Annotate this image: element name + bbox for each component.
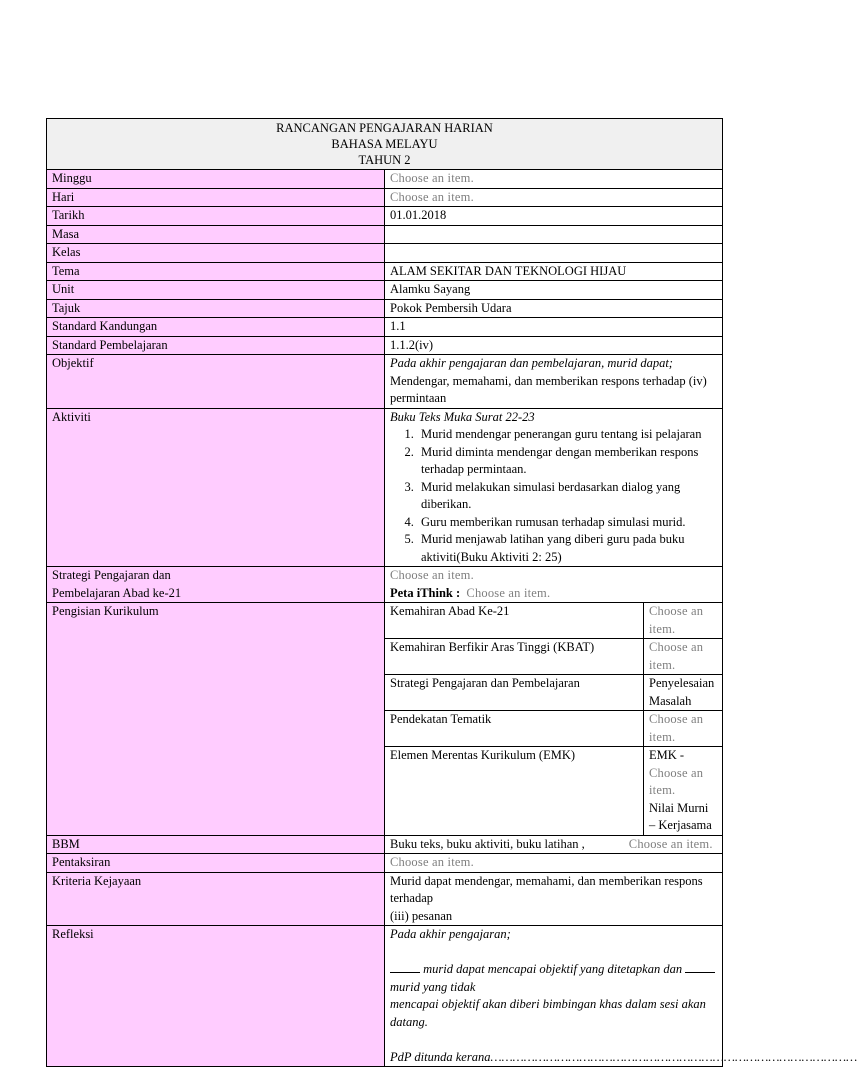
aktiviti-item: 3. Murid melakukan simulasi berdasarkan dialog yang diberikan. <box>417 479 717 514</box>
label-standard-kandungan: Standard Kandungan <box>47 318 385 337</box>
lesson-plan-table <box>46 118 857 1067</box>
refleksi-value[interactable] <box>385 926 857 1067</box>
row-standard-kandungan <box>47 318 723 337</box>
label-aktiviti: Aktiviti <box>47 408 385 567</box>
bbm-text: Buku teks, buku aktiviti, buku latihan , <box>390 836 585 851</box>
row-tajuk <box>47 299 723 318</box>
kelas-value[interactable] <box>385 244 723 263</box>
label-bbm: BBM <box>47 835 385 854</box>
blank-field[interactable] <box>390 961 420 973</box>
refleksi-text-b: murid yang tidak <box>390 979 476 994</box>
title-line-3: TAHUN 2 <box>358 153 411 167</box>
emk-prefix: EMK - <box>649 748 685 762</box>
label-masa: Masa <box>47 225 385 244</box>
pengisian-key: Kemahiran Abad Ke-21 <box>385 603 644 639</box>
standard-kandungan-value[interactable]: 1.1 <box>385 318 723 337</box>
hari-choose[interactable]: Choose an item. <box>390 189 474 204</box>
pengisian-choose[interactable]: Choose an item. <box>649 604 704 636</box>
row-refleksi <box>47 926 723 1067</box>
strategi-choose[interactable]: Choose an item. <box>390 568 474 582</box>
pengisian-value-text[interactable]: Penyelesaian Masalah <box>644 675 723 711</box>
pengisian-row-emk <box>385 747 722 835</box>
title-line-1: RANCANGAN PENGAJARAN HARIAN <box>276 121 493 135</box>
aktiviti-item: 1. Murid mendengar penerangan guru tentang isi pelajaran <box>417 426 717 444</box>
pentaksiran-choose[interactable]: Choose an item. <box>390 855 474 869</box>
kriteria-value[interactable] <box>385 872 723 926</box>
blank-field[interactable] <box>685 961 715 973</box>
pengisian-key: Pendekatan Tematik <box>385 711 644 747</box>
row-tarikh <box>47 207 723 226</box>
label-strategi <box>47 567 385 603</box>
label-minggu: Minggu <box>47 170 385 189</box>
objektif-intro: Pada akhir pengajaran dan pembelajaran, murid dapat; <box>390 356 673 370</box>
minggu-dropdown[interactable] <box>385 170 723 189</box>
header-row <box>47 119 723 170</box>
objektif-text: Mendengar, memahami, dan memberikan respons terhadap (iv) permintaan <box>390 373 707 405</box>
pengisian-dropdown[interactable] <box>644 711 723 747</box>
pengisian-row <box>385 639 722 675</box>
row-unit <box>47 281 723 300</box>
pengisian-row <box>385 603 722 639</box>
pengisian-subtable <box>385 603 722 835</box>
unit-value[interactable]: Alamku Sayang <box>385 281 723 300</box>
document-title <box>47 119 723 170</box>
pengisian-dropdown[interactable] <box>644 639 723 675</box>
emk-value[interactable] <box>644 747 723 835</box>
pengisian-value <box>385 603 723 836</box>
hari-dropdown[interactable] <box>385 188 723 207</box>
label-tarikh: Tarikh <box>47 207 385 226</box>
minggu-choose[interactable]: Choose an item. <box>390 171 474 185</box>
tema-value[interactable]: ALAM SEKITAR DAN TEKNOLOGI HIJAU <box>385 262 723 281</box>
kriteria-line-1: Murid dapat mendengar, memahami, dan memberikan respons terhadap <box>390 873 703 905</box>
emk-key: Elemen Merentas Kurikulum (EMK) <box>385 747 644 835</box>
row-hari <box>47 188 723 207</box>
strategi-value[interactable] <box>385 567 723 603</box>
label-tema: Tema <box>47 262 385 281</box>
pengisian-choose[interactable]: Choose an item. <box>649 640 704 672</box>
label-hari: Hari <box>47 188 385 207</box>
row-minggu <box>47 170 723 189</box>
row-masa <box>47 225 723 244</box>
peta-ithink-label: Peta iThink : <box>390 585 461 600</box>
kriteria-line-2: (iii) pesanan <box>390 908 453 923</box>
label-kriteria: Kriteria Kejayaan <box>47 872 385 926</box>
standard-pembelajaran-value[interactable]: 1.1.2(iv) <box>385 336 723 355</box>
label-pentaksiran: Pentaksiran <box>47 854 385 873</box>
label-objektif: Objektif <box>47 355 385 409</box>
masa-value[interactable] <box>385 225 723 244</box>
aktiviti-value[interactable] <box>385 408 723 567</box>
pengisian-row <box>385 675 722 711</box>
pengisian-dropdown[interactable] <box>644 603 723 639</box>
pengisian-key: Kemahiran Berfikir Aras Tinggi (KBAT) <box>385 639 644 675</box>
bbm-value[interactable] <box>385 835 723 854</box>
tarikh-value[interactable]: 01.01.2018 <box>385 207 723 226</box>
pengisian-row <box>385 711 722 747</box>
label-strategi-line-1: Strategi Pengajaran dan <box>52 568 171 582</box>
pentaksiran-dropdown[interactable] <box>385 854 723 873</box>
label-strategi-line-2: Pembelajaran Abad ke-21 <box>52 585 182 600</box>
aktiviti-intro: Buku Teks Muka Surat 22-23 <box>390 409 535 424</box>
aktiviti-list <box>390 426 717 566</box>
row-standard-pembelajaran <box>47 336 723 355</box>
row-objektif <box>47 355 723 409</box>
aktiviti-item: 2. Murid diminta mendengar dengan memberikan respons terhadap permintaan. <box>417 444 717 479</box>
row-strategi <box>47 567 723 603</box>
aktiviti-item: 4. Guru memberikan rumusan terhadap simulasi murid. <box>417 514 717 532</box>
refleksi-text-c: mencapai objektif akan diberi bimbingan khas dalam sesi akan datang. <box>390 997 706 1029</box>
row-kriteria <box>47 872 723 926</box>
emk-choose[interactable]: Choose an item. <box>649 765 704 797</box>
label-kelas: Kelas <box>47 244 385 263</box>
refleksi-pdp[interactable]: PdP ditunda kerana……………………………………………………………………………………… <box>390 1049 857 1064</box>
pengisian-key: Strategi Pengajaran dan Pembelajaran <box>385 675 644 711</box>
row-bbm <box>47 835 723 854</box>
row-tema <box>47 262 723 281</box>
emk-nilai: Nilai Murni – Kerjasama <box>649 800 712 832</box>
pengisian-choose[interactable]: Choose an item. <box>649 712 704 744</box>
row-pentaksiran <box>47 854 723 873</box>
label-tajuk: Tajuk <box>47 299 385 318</box>
row-pengisian <box>47 603 723 836</box>
aktiviti-item: 5. Murid menjawab latihan yang diberi guru pada buku aktiviti(Buku Aktiviti 2: 25) <box>417 531 717 566</box>
tajuk-value[interactable]: Pokok Pembersih Udara <box>385 299 723 318</box>
objektif-value[interactable] <box>385 355 723 409</box>
refleksi-text-a: murid dapat mencapai objektif yang ditetapkan dan <box>423 962 683 976</box>
label-pengisian: Pengisian Kurikulum <box>47 603 385 836</box>
row-kelas <box>47 244 723 263</box>
bbm-choose[interactable]: Choose an item. <box>628 836 713 851</box>
label-refleksi: Refleksi <box>47 926 385 1067</box>
refleksi-intro: Pada akhir pengajaran; <box>390 927 511 941</box>
peta-ithink-choose[interactable]: Choose an item. <box>466 585 551 600</box>
title-line-2: BAHASA MELAYU <box>331 137 438 151</box>
label-standard-pembelajaran: Standard Pembelajaran <box>47 336 385 355</box>
row-aktiviti <box>47 408 723 567</box>
label-unit: Unit <box>47 281 385 300</box>
